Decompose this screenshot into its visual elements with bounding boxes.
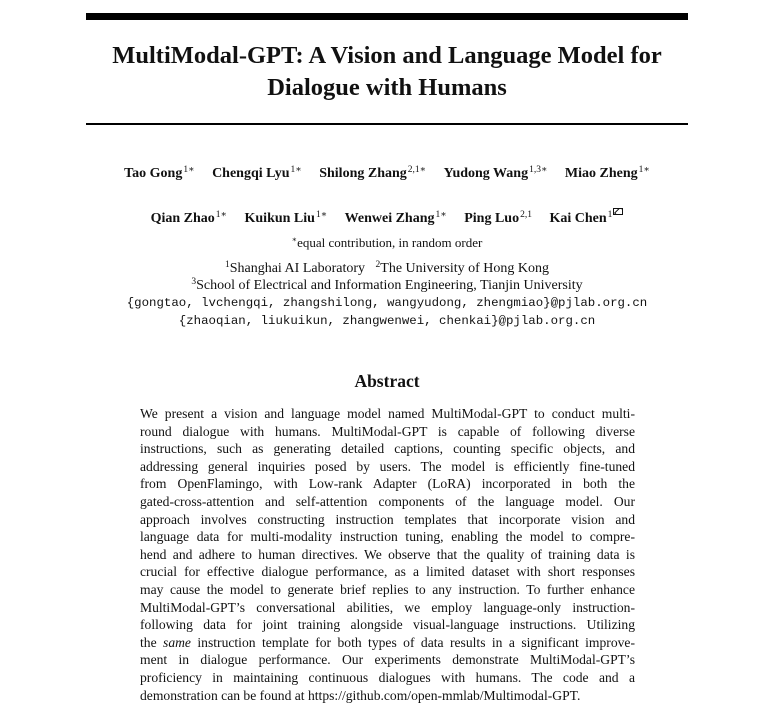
- email-line-2: {zhaoqian, liukuikun, zhangwenwei, chenkai}@pjlab.org.cn: [86, 313, 688, 330]
- email-line-1: {gongtao, lvchengqi, zhangshilong, wangyudong, zhengmiao}@pjlab.org.cn: [86, 295, 688, 312]
- abstract-line: gated-cross-attention and self-attention components of the language model. Our: [140, 493, 635, 511]
- paper-title: MultiModal-GPT: A Vision and Language Model for Dialogue with Humans: [86, 40, 688, 104]
- affiliation-line-1: $^1$Shanghai AI Laboratory $^2$The University of Hong Kong: [86, 260, 688, 278]
- emphasis-same: same: [163, 635, 191, 650]
- abstract-line: hend and adhere to human directives. We observe that the quality of training data is: [140, 546, 635, 564]
- abstract-line: proficiency in maintaining continuous dialogues with humans. The code and a: [140, 669, 635, 687]
- author-row-2: [86, 208, 688, 228]
- envelope-icon: [613, 208, 623, 215]
- abstract-line: MultiModal-GPT’s conversational abilities, we employ language-only instruction-: [140, 599, 635, 617]
- author-name: Miao Zheng$^{1∗}$: [565, 165, 650, 183]
- title-bottom-rule: [86, 123, 688, 125]
- author-name: Chengqi Lyu$^{1∗}$: [212, 165, 302, 183]
- abstract-heading: Abstract: [86, 370, 688, 392]
- author-row-1: [86, 165, 688, 183]
- author-name: Tao Gong$^{1∗}$: [124, 165, 194, 183]
- affiliation-hku: The University of Hong Kong: [380, 261, 549, 276]
- affiliation-line-2: $^3$School of Electrical and Information Engineering, Tianjin University: [86, 277, 688, 295]
- abstract-line: may cause the model to generate brief replies to any instruction. To further enhance: [140, 581, 635, 599]
- abstract-line: ment in dialogue performance. Our experiments demonstrate MultiModal-GPT’s: [140, 651, 635, 669]
- equal-contribution-note: ∗equal contribution, in random order: [86, 235, 688, 251]
- abstract-line: instructions, such as generating detailed captions, counting specific objects, and: [140, 440, 635, 458]
- author-name: Kuikun Liu$^{1∗}$: [245, 210, 328, 228]
- abstract-line: We present a vision and language model named MultiModal-GPT to conduct multi-: [140, 405, 635, 423]
- author-name: Yudong Wang$^{1,3∗}$: [444, 165, 548, 183]
- author-name: Ping Luo$^{2,1}$: [464, 210, 532, 228]
- abstract-line: approach involves constructing instruction templates that incorporate vision and: [140, 511, 635, 529]
- author-name: Shilong Zhang$^{2,1∗}$: [319, 165, 426, 183]
- abstract-line: language data for multi-modality instruction tuning, enabling the model to compre-: [140, 528, 635, 546]
- abstract-line: demonstration can be found at https://github.com/open-mmlab/Multimodal-GPT.: [140, 687, 635, 704]
- top-rule: [86, 13, 688, 20]
- abstract-line: addressing general inquiries posed by users. The model is efficiently fine-tuned: [140, 458, 635, 476]
- author-name-corresponding: Kai Chen$^1$: [549, 208, 623, 228]
- abstract-line: from OpenFlamingo, with Low-rank Adapter (LoRA) incorporated in both the: [140, 475, 635, 493]
- abstract-line: the same instruction template for both types of data results in a significant improve-: [140, 634, 635, 652]
- affiliation-shanghai-ai-lab: Shanghai AI Laboratory: [230, 261, 365, 276]
- abstract-line: following data for joint training alongside visual-language instructions. Utilizing: [140, 616, 635, 634]
- abstract-line: crucial for effective dialogue performance, as a limited dataset with short responses: [140, 563, 635, 581]
- author-name: Wenwei Zhang$^{1∗}$: [345, 210, 447, 228]
- abstract-body: [140, 405, 635, 704]
- affiliation-tianjin: School of Electrical and Information Engineering, Tianjin University: [196, 278, 582, 293]
- abstract-line: round dialogue with humans. MultiModal-GPT is capable of following diverse: [140, 423, 635, 441]
- author-name: Qian Zhao$^{1∗}$: [151, 210, 227, 228]
